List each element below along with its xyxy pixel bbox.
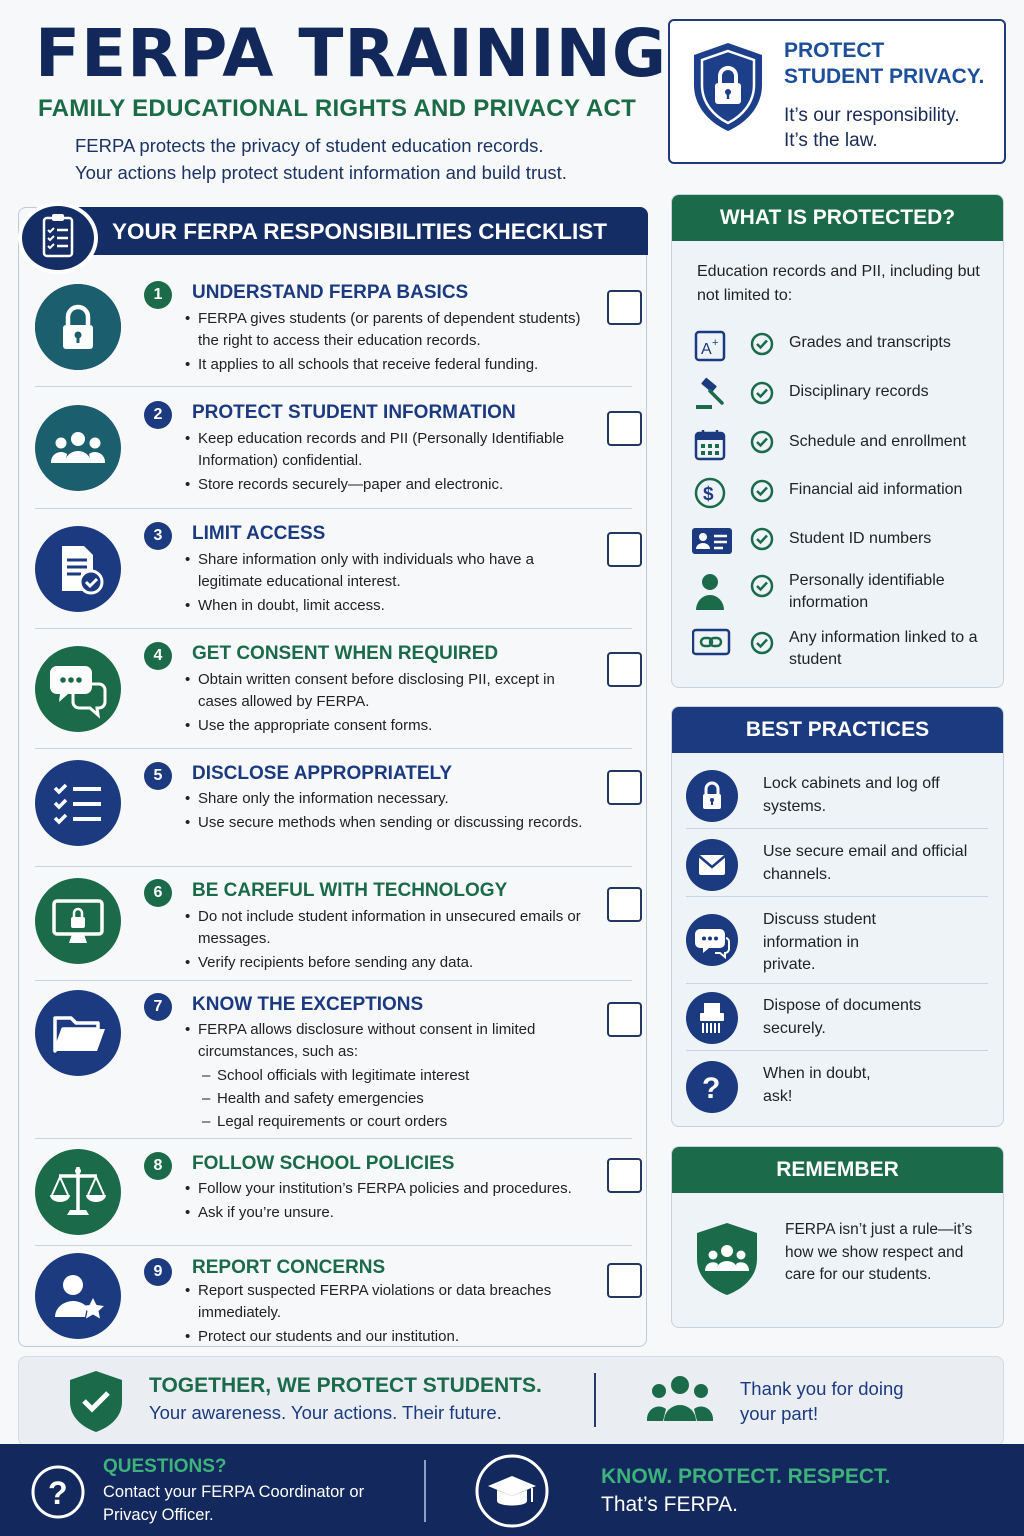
item-number: 1	[144, 281, 172, 309]
item-heading: UNDERSTAND FERPA BASICS	[192, 282, 469, 303]
bullet: • Do not include student information in unsecured emails or messages.	[185, 906, 585, 950]
protect-heading	[784, 38, 984, 90]
checklist-item-4	[35, 629, 632, 749]
check-circle-icon	[750, 631, 774, 655]
item-heading: PROTECT STUDENT INFORMATION	[192, 402, 516, 423]
thanks-text: Thank you for doing your part!	[740, 1378, 904, 1424]
practice-label: When in doubt, ask!	[763, 1065, 871, 1105]
tagline: KNOW. PROTECT. RESPECT.	[601, 1465, 891, 1488]
item-heading: GET CONSENT WHEN REQUIRED	[192, 643, 499, 664]
item-bullets	[185, 1019, 585, 1134]
people-icon	[35, 405, 121, 491]
checkbox[interactable]	[607, 652, 642, 687]
checklist-item-2	[35, 387, 632, 509]
practice-label: Dispose of documents securely.	[763, 997, 922, 1037]
item-bullets	[185, 1178, 585, 1226]
bullet: • Ask if you’re unsure.	[185, 1202, 585, 1224]
item-heading: DISCLOSE APPROPRIATELY	[192, 763, 453, 784]
svg-text:A: A	[701, 341, 712, 358]
protected-item-label: Student ID numbers	[789, 530, 932, 547]
lock-icon	[35, 284, 121, 370]
svg-text:?: ?	[702, 1072, 721, 1105]
page-title: FERPA TRAINING	[35, 15, 668, 92]
item-bullets	[185, 788, 585, 836]
clipboard-icon	[18, 202, 98, 274]
bullet: • FERPA allows disclosure without consent in limited circumstances, such as:	[185, 1019, 585, 1063]
intro-text	[75, 132, 567, 186]
panel-title: WHAT IS PROTECTED?	[672, 195, 1003, 241]
svg-text:+: +	[712, 337, 719, 349]
panel-title: REMEMBER	[672, 1147, 1003, 1193]
checkbox[interactable]	[607, 532, 642, 567]
page-subtitle: FAMILY EDUCATIONAL RIGHTS AND PRIVACY ACT	[38, 95, 637, 122]
practice-label: Lock cabinets and log off systems.	[763, 775, 940, 815]
checklist-item-1	[35, 268, 632, 387]
checkbox[interactable]	[607, 1002, 642, 1037]
protect-text-line-2: It’s the law.	[784, 130, 878, 151]
item-bullets	[185, 669, 585, 739]
bullet: • Protect our students and our institution.	[185, 1326, 585, 1348]
protected-item-label: Disciplinary records	[789, 383, 929, 400]
item-bullets	[185, 308, 585, 378]
practice-item	[686, 897, 988, 984]
bullet: • When in doubt, limit access.	[185, 595, 585, 617]
footer	[0, 1444, 1024, 1536]
item-bullets	[185, 1280, 585, 1350]
item-bullets	[185, 549, 585, 619]
item-number: 9	[144, 1258, 172, 1286]
shield-check-icon	[67, 1369, 125, 1433]
item-number: 2	[144, 401, 172, 429]
divider	[594, 1373, 596, 1427]
item-bullets	[185, 428, 585, 498]
tagline-2: That’s FERPA.	[601, 1493, 738, 1516]
person-star-icon	[35, 1253, 121, 1339]
responsibilities-checklist	[18, 207, 647, 1347]
checkbox[interactable]	[607, 411, 642, 446]
checklist-item-6	[35, 867, 632, 981]
check-circle-icon	[750, 527, 774, 551]
sub-bullet: – Legal requirements or court orders	[185, 1111, 585, 1133]
item-number: 6	[144, 879, 172, 907]
item-heading: LIMIT ACCESS	[192, 523, 326, 544]
practice-item	[686, 1051, 988, 1126]
checkbox[interactable]	[607, 887, 642, 922]
best-practices-panel	[671, 706, 1004, 1127]
bullet: • Use the appropriate consent forms.	[185, 715, 585, 737]
check-circle-icon	[750, 332, 774, 356]
together-banner	[18, 1356, 1004, 1446]
checkbox[interactable]	[607, 770, 642, 805]
folder-icon	[35, 990, 121, 1076]
intro-line-2: Your actions help protect student information and build trust.	[75, 162, 567, 183]
checkbox[interactable]	[607, 1158, 642, 1193]
protected-item-label: Grades and transcripts	[789, 334, 951, 351]
checklist-header	[39, 207, 648, 255]
item-number: 8	[144, 1152, 172, 1180]
bullet: • Follow your institution’s FERPA policies and procedures.	[185, 1178, 585, 1200]
checklist-item-3	[35, 509, 632, 629]
protect-text	[784, 103, 960, 153]
bullet: • Obtain written consent before disclosing PII, except in cases allowed by FERPA.	[185, 669, 585, 713]
protect-heading-line-2: STUDENT PRIVACY.	[784, 65, 985, 88]
lock-icon	[686, 770, 738, 822]
sub-bullet: – Health and safety emergencies	[185, 1088, 585, 1110]
protected-item-label: Financial aid information	[789, 481, 963, 498]
practice-label: Use secure email and official channels.	[763, 843, 968, 883]
scales-icon	[35, 1149, 121, 1235]
intro-line-1: FERPA protects the privacy of student education records.	[75, 135, 544, 156]
shield-lock-icon	[690, 41, 766, 133]
calendar-icon	[692, 426, 728, 462]
bullet: • Report suspected FERPA violations or data breaches immediately.	[185, 1280, 585, 1324]
check-circle-icon	[750, 430, 774, 454]
practice-item	[686, 829, 988, 897]
item-number: 4	[144, 642, 172, 670]
bullet: • Verify recipients before sending any data.	[185, 952, 585, 974]
sub-bullet: – School officials with legitimate interest	[185, 1065, 585, 1087]
svg-text:?: ?	[48, 1475, 68, 1511]
link-icon	[692, 627, 732, 657]
protected-item-label: Schedule and enrollment	[789, 433, 967, 450]
divider	[424, 1460, 426, 1522]
bullet: • Share only the information necessary.	[185, 788, 585, 810]
practice-item	[686, 757, 988, 829]
item-heading: REPORT CONCERNS	[192, 1257, 386, 1278]
check-circle-icon	[750, 479, 774, 503]
item-number: 7	[144, 993, 172, 1021]
item-bullets	[185, 906, 585, 976]
graduation-cap-icon	[474, 1453, 550, 1529]
panel-intro: Education records and PII, including but not limited to:	[697, 263, 980, 304]
checkbox[interactable]	[607, 290, 642, 325]
checklist-item-5	[35, 749, 632, 867]
checklist-icon	[35, 760, 121, 846]
shield-people-icon	[694, 1221, 760, 1297]
bullet: • Use secure methods when sending or discussing records.	[185, 812, 585, 834]
panel-title: BEST PRACTICES	[672, 707, 1003, 753]
what-is-protected-panel	[671, 194, 1004, 688]
person-icon	[692, 570, 728, 614]
item-number: 3	[144, 522, 172, 550]
document-check-icon	[35, 526, 121, 612]
practice-label: Discuss student information in private.	[763, 911, 876, 973]
protect-text-line-1: It’s our responsibility.	[784, 105, 960, 126]
checkbox[interactable]	[607, 1263, 642, 1298]
question-icon	[686, 1061, 738, 1113]
dollar-icon	[692, 475, 728, 511]
checklist-item-9	[35, 1246, 632, 1344]
bullet: • Share information only with individuals who have a legitimate educational interest.	[185, 549, 585, 593]
question-circle-icon	[30, 1464, 86, 1520]
together-subheading: Your awareness. Your actions. Their future.	[149, 1402, 502, 1423]
bullet: • FERPA gives students (or parents of dependent students) the right to access their education records.	[185, 308, 585, 352]
shredder-icon	[686, 992, 738, 1044]
bullet: • Keep education records and PII (Personally Identifiable Information) confidential.	[185, 428, 585, 472]
protect-privacy-box	[668, 19, 1006, 164]
contact-text: Contact your FERPA Coordinator or Privacy Officer.	[103, 1483, 365, 1524]
envelope-icon	[686, 839, 738, 891]
item-number: 5	[144, 762, 172, 790]
bullet: • It applies to all schools that receive federal funding.	[185, 354, 585, 376]
svg-text:$: $	[703, 484, 714, 505]
protected-item-label: Personally identifiable information	[789, 572, 945, 611]
item-heading: KNOW THE EXCEPTIONS	[192, 994, 424, 1015]
grade-a-plus-icon	[692, 328, 728, 364]
id-card-icon	[692, 523, 734, 559]
protected-item-label: Any information linked to a student	[789, 629, 978, 668]
checklist-item-8	[35, 1139, 632, 1246]
protect-heading-line-1: PROTECT	[784, 39, 885, 62]
chat-icon	[686, 914, 738, 966]
questions-heading: QUESTIONS?	[103, 1456, 227, 1477]
people-icon	[647, 1375, 713, 1423]
monitor-lock-icon	[35, 878, 121, 964]
bullet: • Store records securely—paper and electronic.	[185, 474, 585, 496]
chat-bubbles-icon	[35, 646, 121, 732]
remember-panel	[671, 1146, 1004, 1328]
check-circle-icon	[750, 574, 774, 598]
checklist-title: YOUR FERPA RESPONSIBILITIES CHECKLIST	[112, 219, 608, 244]
check-circle-icon	[750, 381, 774, 405]
gavel-icon	[692, 377, 728, 413]
checklist-item-7	[35, 981, 632, 1139]
item-heading: BE CAREFUL WITH TECHNOLOGY	[192, 880, 508, 901]
item-heading: FOLLOW SCHOOL POLICIES	[192, 1153, 455, 1174]
together-heading: TOGETHER, WE PROTECT STUDENTS.	[149, 1374, 542, 1397]
practice-item	[686, 984, 988, 1051]
remember-text: FERPA isn’t just a rule—it’s how we show respect and care for our students.	[785, 1221, 973, 1283]
